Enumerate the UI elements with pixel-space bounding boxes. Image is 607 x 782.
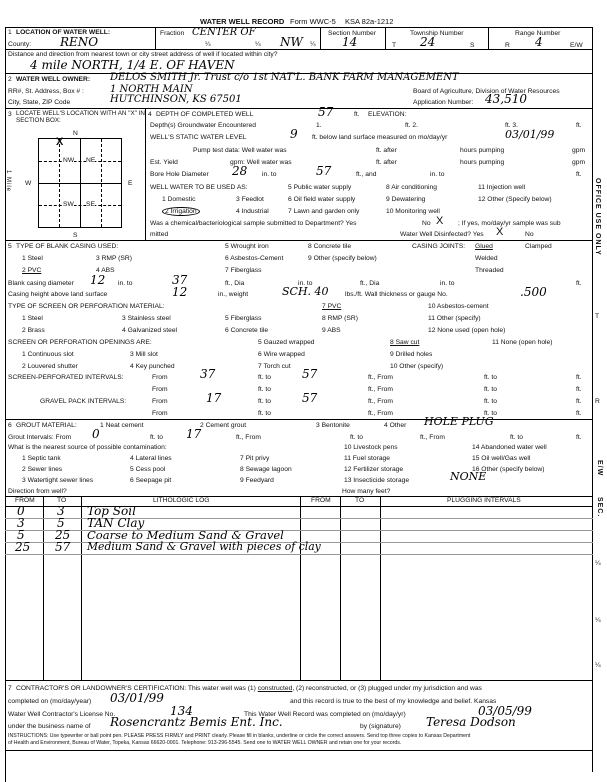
screen-10[interactable]: 10 Asbestos-cement xyxy=(428,303,489,310)
gp-ft-end: ft. xyxy=(576,398,582,405)
screen-2[interactable]: 2 Brass xyxy=(22,327,45,334)
grout-from-value[interactable]: 0 xyxy=(92,427,100,441)
section-box[interactable] xyxy=(38,138,122,228)
signature-label: by (signature) xyxy=(360,723,401,730)
mile-label: 1 Mile xyxy=(5,170,11,193)
log-row-3-desc: Coarse to Medium Sand & Gravel xyxy=(87,528,284,542)
diameter-value[interactable]: 12 xyxy=(90,273,106,287)
log-header-lithologic: LITHOLOGIC LOG xyxy=(153,497,210,504)
completed-label: completed on (mo/day/year) xyxy=(8,698,92,705)
log-row-2-from: 3 xyxy=(17,516,25,530)
est-gpm: gpm: Well water was xyxy=(230,159,292,166)
contam-4[interactable]: 4 Lateral lines xyxy=(130,455,172,462)
side-sec: SEC. xyxy=(596,497,603,518)
log-row-1-from: 0 xyxy=(17,504,25,518)
opening-2[interactable]: 2 Louvered shutter xyxy=(22,363,78,370)
sp-from-label-2: From xyxy=(152,386,168,393)
elevation-label: ELEVATION: xyxy=(368,111,407,118)
contam-8[interactable]: 8 Sewage lagoon xyxy=(240,466,292,473)
side-ew: E/W xyxy=(596,460,603,477)
contam-7[interactable]: 7 Pit privy xyxy=(240,455,270,462)
gp-ft-end-2: ft. xyxy=(576,410,582,417)
se-quadrant: SE xyxy=(86,201,95,208)
est-after: ft. after xyxy=(376,159,397,166)
disinfected-label: Water Well Disinfected? Yes xyxy=(400,231,484,238)
fraction-label: Fraction xyxy=(160,30,185,37)
cert-part-2: , (2) reconstructed, or (3) plugged under my jurisdiction and was xyxy=(292,685,482,692)
office-use-only-label: OFFICE USE ONLY xyxy=(594,178,601,256)
fraction-value[interactable]: CENTER OF xyxy=(192,27,256,38)
township-label: Township Number xyxy=(410,30,464,37)
log-row-2-to: 5 xyxy=(57,516,65,530)
sp-ft-from-2: ft., From xyxy=(368,386,393,393)
opening-9[interactable]: 9 Drilled holes xyxy=(390,351,433,358)
township-s: S xyxy=(470,42,475,49)
casing-2-underlined: 2 PVC xyxy=(22,267,42,274)
groundwater-label: Depth(s) Groundwater Encountered xyxy=(150,122,256,129)
sp-ft-end-2: ft. xyxy=(576,386,582,393)
casing-3[interactable]: 3 RMP (SR) xyxy=(96,255,132,262)
true-text: and this record is true to the best of my knowledge and belief. Kansas xyxy=(290,698,497,705)
opening-7[interactable]: 7 Torch cut xyxy=(258,363,291,370)
gw-2: ft. 2. xyxy=(405,122,419,129)
business-value[interactable]: Rosencrantz Bemis Ent. Inc. xyxy=(110,715,283,729)
contam-11[interactable]: 11 Fuel storage xyxy=(344,455,390,462)
grout-1[interactable]: 1 Neat cement xyxy=(100,422,144,429)
opening-4[interactable]: 4 Key punched xyxy=(130,363,175,370)
use-2[interactable] xyxy=(162,208,200,215)
casing-2[interactable] xyxy=(22,267,41,274)
log-row-4-from: 25 xyxy=(15,540,31,554)
board-text: Board of Agriculture, Division of Water Resources xyxy=(413,88,560,95)
grout-2[interactable]: 2 Cement grout xyxy=(200,422,247,429)
section-5-number: 5 xyxy=(8,243,12,250)
section-7-number: 7 xyxy=(8,685,12,692)
joints-threaded[interactable]: Threaded xyxy=(475,267,504,274)
nw-value[interactable]: NW xyxy=(280,35,303,49)
location-label: LOCATION OF WATER WELL: xyxy=(16,29,111,36)
log-row-4-desc: Medium Sand & Gravel with pieces of clay xyxy=(87,540,321,553)
screen-4[interactable]: 4 Galvanized steel xyxy=(122,327,178,334)
diameter-in-2: in. to xyxy=(298,280,313,287)
weight-value[interactable]: SCH. 40 xyxy=(282,285,329,298)
gp-ft-to-2: ft. to xyxy=(484,398,498,405)
contam-16[interactable]: 16 Other (specify below) xyxy=(472,466,545,473)
est-hours: hours pumping xyxy=(460,159,505,166)
est-gpm-2: gpm xyxy=(572,159,586,166)
use-10[interactable]: 10 Monitoring well xyxy=(386,208,440,215)
range-ew: E/W xyxy=(570,42,583,49)
joints-label: CASING JOINTS: xyxy=(412,243,466,250)
section-number-label: Section Number xyxy=(328,30,376,37)
side-r: R xyxy=(595,398,600,405)
casing-4[interactable]: 4 ABS xyxy=(96,267,115,274)
opening-10[interactable]: 10 Other (specify) xyxy=(390,363,444,370)
casing-1[interactable]: 1 Steel xyxy=(22,255,43,262)
pump-gpm: gpm xyxy=(572,147,586,154)
casing-9[interactable]: 9 Other (specify below) xyxy=(308,255,377,262)
contam-6[interactable]: 6 Seepage pit xyxy=(130,477,172,484)
city-label: City, State, ZIP Code xyxy=(8,99,71,106)
south-label: S xyxy=(73,232,78,239)
side-quarter-2: ¼ xyxy=(595,617,601,624)
chem-no[interactable]: No xyxy=(422,220,431,227)
bore-label: Bore Hole Diameter xyxy=(150,171,209,178)
gw-4: ft. xyxy=(576,122,582,129)
mitted-text: mitted xyxy=(150,231,169,238)
gp-ft-to: ft. to xyxy=(258,398,272,405)
depth-label: DEPTH OF COMPLETED WELL xyxy=(156,111,254,118)
screen-7-underlined: 7 PVC xyxy=(322,303,342,310)
owner-label: WATER WELL OWNER: xyxy=(16,76,91,83)
casing-7[interactable]: 7 Fiberglass xyxy=(225,267,262,274)
sp-ft-from: ft., From xyxy=(368,374,393,381)
sw-quadrant: SW xyxy=(63,201,74,208)
bore-to[interactable]: 57 xyxy=(316,164,332,178)
direction-from-well-label: Direction from well? xyxy=(8,488,67,495)
gp-from-value[interactable]: 17 xyxy=(206,391,222,405)
gp-ft-to-4: ft. to xyxy=(484,410,498,417)
section-2-number: 2 xyxy=(8,76,12,83)
gp-ft-from: ft., From xyxy=(368,398,393,405)
cert-constructed[interactable]: constructed xyxy=(257,685,293,692)
license-label: Water Well Contractor's License No. xyxy=(8,711,116,718)
grout-ft-end: ft. xyxy=(576,434,582,441)
casing-6[interactable]: 6 Asbestos-Cement xyxy=(225,255,284,262)
contam-15[interactable]: 15 Oil well/Gas well xyxy=(472,455,531,462)
use-5[interactable]: 5 Public water supply xyxy=(288,184,352,191)
grout-ft-to-2: ft. to xyxy=(350,434,364,441)
application-label: Application Number: xyxy=(413,99,474,106)
completed-value[interactable]: 03/01/99 xyxy=(110,691,164,705)
gp-from-label-2: From xyxy=(152,410,168,417)
contam-9[interactable]: 9 Feedyard xyxy=(240,477,274,484)
use-6[interactable]: 6 Oil field water supply xyxy=(288,196,356,203)
ne-quadrant: NE xyxy=(86,157,96,164)
diameter-in-3: in. to xyxy=(440,280,455,287)
screen-11[interactable]: 11 Other (specify) xyxy=(428,315,481,322)
ksa-reference: KSA 82a-1212 xyxy=(345,17,394,26)
record-completed-label: This Water Well Record was completed on (mo/day/yr) xyxy=(244,711,406,718)
disinfected-no[interactable]: No xyxy=(525,231,534,238)
side-t: T xyxy=(595,313,600,320)
sp-from-value[interactable]: 37 xyxy=(200,367,216,381)
chem-rest: ; If yes, mo/day/yr sample was sub xyxy=(458,220,561,227)
joints-glued[interactable]: Glued xyxy=(475,243,493,250)
log-header-to: TO xyxy=(57,497,67,504)
bore-in-2: in. to xyxy=(430,171,445,178)
township-value[interactable]: 24 xyxy=(420,35,436,49)
screen-7[interactable] xyxy=(322,303,341,310)
contam-2[interactable]: 2 Sewer lines xyxy=(22,466,63,473)
static-date[interactable]: 03/01/99 xyxy=(505,128,555,141)
grout-intervals-label: Grout Intervals: From xyxy=(8,434,72,441)
side-quarter-1: ¼ xyxy=(595,560,601,567)
grout-other-value[interactable]: HOLE PLUG xyxy=(424,415,494,428)
locate-label: LOCATE WELL'S LOCATION WITH AN "X" IN SECTION BOX: xyxy=(16,110,145,124)
chem-label: Was a chemical/bacteriological sample submitted to Department? Yes xyxy=(150,220,357,227)
log-row-3-to: 25 xyxy=(55,528,71,542)
direction-value[interactable]: 4 mile NORTH, 1/4 E. OF HAVEN xyxy=(30,58,235,72)
screen-3[interactable]: 3 Stainless steel xyxy=(122,315,171,322)
instructions-line-2: of Health and Environment, Bureau of Water, Topeka, Kansas 66620-0001. Telephone: 913-296-5545. Send one to WATER WELL OWNER and retain one for your records. xyxy=(8,740,402,746)
township-t: T xyxy=(392,42,397,49)
est-yield-label: Est. Yield xyxy=(150,159,178,166)
sp-ft-to-3: ft. to xyxy=(258,386,272,393)
sp-from-label: From xyxy=(152,374,168,381)
screen-8[interactable]: 8 RMP (SR) xyxy=(322,315,358,322)
opening-1[interactable]: 1 Continuous slot xyxy=(22,351,74,358)
instructions-line-1: INSTRUCTIONS: Use typewriter or ball point pen. PLEASE PRESS FIRMLY and PRINT clearly. Please fill in blanks, underline or circle the correct answers. Send top three copies to Kansas Department xyxy=(8,733,471,739)
bore-ft: ft., and xyxy=(356,171,377,178)
signature-value[interactable]: Teresa Dodson xyxy=(426,715,516,729)
gp-ft-from-2: ft., From xyxy=(368,410,393,417)
log-row-3-from: 5 xyxy=(17,528,25,542)
contam-1[interactable]: 1 Septic tank xyxy=(22,455,61,462)
gp-ft-to-3: ft. to xyxy=(258,410,272,417)
direction-label: Distance and direction from nearest town or city street address of well if located within city? xyxy=(8,51,278,58)
contam-14[interactable]: 14 Abandoned water well xyxy=(472,444,547,451)
section-4-number: 4 xyxy=(148,111,152,118)
opening-11[interactable]: 11 None (open hole) xyxy=(492,339,553,346)
screen-9[interactable]: 9 ABS xyxy=(322,327,341,334)
contam-5[interactable]: 5 Cess pool xyxy=(130,466,166,473)
bore-ft-2: ft. xyxy=(576,171,582,178)
address-value[interactable]: 1 NORTH MAIN xyxy=(110,84,193,95)
diameter-to[interactable]: 37 xyxy=(172,273,188,287)
chem-x[interactable]: X xyxy=(436,215,444,227)
quarter-3: ¼ xyxy=(310,41,316,48)
depth-unit: ft. xyxy=(354,111,360,118)
use-7[interactable]: 7 Lawn and garden only xyxy=(288,208,360,215)
sp-ft-to-2: ft. to xyxy=(484,374,498,381)
owner-value[interactable]: DELOS SMITH Jr. Trust c/o 1st NAT'L. BANK FARM MANAGEMENT xyxy=(110,72,459,83)
opening-8[interactable] xyxy=(390,339,419,346)
certification-text xyxy=(16,685,482,692)
opening-6[interactable]: 6 Wire wrapped xyxy=(258,351,305,358)
license-value[interactable]: 134 xyxy=(170,704,193,718)
screen-5[interactable]: 5 Fiberglass xyxy=(225,315,262,322)
west-label: W xyxy=(25,180,32,187)
how-many-feet-label: How many feet? xyxy=(342,488,391,495)
address-label: RR#, St. Address, Box # : xyxy=(8,88,84,95)
gravel-pack-label: GRAVEL PACK INTERVALS: xyxy=(40,398,127,405)
opening-3[interactable]: 3 Mill slot xyxy=(130,351,158,358)
record-completed-value[interactable]: 03/05/99 xyxy=(478,704,532,718)
casing-8[interactable]: 8 Concrete tile xyxy=(308,243,352,250)
depth-value[interactable]: 57 xyxy=(318,105,334,119)
use-1[interactable]: 1 Domestic xyxy=(162,196,196,203)
contam-3[interactable]: 3 Watertight sewer lines xyxy=(22,477,94,484)
east-label: E xyxy=(128,180,133,187)
contam-12[interactable]: 12 Fertilizer storage xyxy=(344,466,404,473)
range-label: Range Number xyxy=(515,30,561,37)
use-label: WELL WATER TO BE USED AS: xyxy=(150,184,248,191)
grout-to-value[interactable]: 17 xyxy=(186,427,202,441)
diameter-ft-2: ft., Dia xyxy=(360,280,380,287)
grout-ft-from: ft., From xyxy=(236,434,261,441)
casing-label: TYPE OF BLANK CASING USED: xyxy=(16,243,119,250)
bore-in: in. to xyxy=(262,171,277,178)
lbs-label: lbs./ft. Wall thickness or gauge No. xyxy=(345,291,448,298)
county-label: County: xyxy=(8,41,32,48)
screen-12[interactable]: 12 None used (open hole) xyxy=(428,327,506,334)
opening-8-underlined: 8 Saw cut xyxy=(390,339,420,346)
north-label: N xyxy=(73,130,78,137)
range-value[interactable]: 4 xyxy=(535,35,543,49)
log-header-to-2: TO xyxy=(355,497,365,504)
height-value[interactable]: 12 xyxy=(172,285,188,299)
sp-ft-to: ft. to xyxy=(258,374,272,381)
disinfected-x[interactable]: X xyxy=(496,226,504,238)
gw-1: 1. xyxy=(316,122,322,129)
use-11[interactable]: 11 Injection well xyxy=(478,184,526,191)
quarter-1: ¼ xyxy=(205,41,211,48)
contamination-label: What is the nearest source of possible contamination: xyxy=(8,444,167,451)
use-9[interactable]: 9 Dewatering xyxy=(386,196,426,203)
weight-label: in., weight xyxy=(218,291,249,298)
log-header-from-2: FROM xyxy=(311,497,331,504)
grout-label: GROUT MATERIAL: xyxy=(16,422,77,429)
nw-quadrant: NW xyxy=(63,157,75,164)
gp-from-label: From xyxy=(152,398,168,405)
screen-label: TYPE OF SCREEN OR PERFORATION MATERIAL: xyxy=(8,303,165,310)
casing-5[interactable]: 5 Wrought iron xyxy=(225,243,269,250)
screen-1[interactable]: 1 Steel xyxy=(22,315,43,322)
section-number-value[interactable]: 14 xyxy=(342,35,358,49)
section-6-number: 6 xyxy=(8,422,12,429)
height-label: Casing height above land surface xyxy=(8,291,108,298)
gauge-value[interactable]: .500 xyxy=(520,285,547,299)
application-value[interactable]: 43,510 xyxy=(485,92,527,106)
county-value[interactable]: RENO xyxy=(60,35,99,49)
log-header-from: FROM xyxy=(15,497,35,504)
openings-label: SCREEN OR PERFORATION OPENINGS ARE: xyxy=(8,339,152,346)
cert-part-1: CONTRACTOR'S OR LANDOWNER'S CERTIFICATION: This water well was (1) xyxy=(16,685,256,692)
well-location-mark[interactable]: X xyxy=(56,136,64,148)
screen-6[interactable]: 6 Concrete tile xyxy=(225,327,269,334)
gp-to-value[interactable]: 57 xyxy=(302,391,318,405)
grout-ft-to-3: ft. to xyxy=(510,434,524,441)
contam-10[interactable]: 10 Livestock pens xyxy=(344,444,398,451)
diameter-in: in. to xyxy=(118,280,133,287)
joints-clamped[interactable]: Clamped xyxy=(525,243,552,250)
diameter-ft-3: ft. xyxy=(576,280,582,287)
contam-13[interactable]: 13 Insecticide storage xyxy=(344,477,410,484)
grout-4[interactable]: 4 Other xyxy=(384,422,407,429)
use-12[interactable]: 12 Other (Specify below) xyxy=(478,196,552,203)
pump-hours: hours pumping xyxy=(460,147,505,154)
screen-perforated-label: SCREEN-PERFORATED INTERVALS: xyxy=(8,374,124,381)
log-header-plugging: PLUGGING INTERVALS xyxy=(447,497,521,504)
range-r: R xyxy=(505,42,510,49)
log-row-4-to: 57 xyxy=(55,540,71,554)
log-table xyxy=(5,496,593,680)
static-value[interactable]: 9 xyxy=(290,127,298,141)
use-2-circled: 2 Irrigation xyxy=(162,207,200,216)
section-3-number: 3 xyxy=(8,111,12,118)
pump-label: Pump test data: Well water was xyxy=(193,147,287,154)
grout-ft-from-2: ft., From xyxy=(420,434,445,441)
sp-ft-end: ft. xyxy=(576,374,582,381)
quarter-2: ¼ xyxy=(255,41,261,48)
log-row-1-to: 3 xyxy=(57,504,65,518)
use-3[interactable]: 3 Feedlot xyxy=(236,196,264,203)
log-row-1-desc: Top Soil xyxy=(87,504,136,518)
grout-ft-to: ft. to xyxy=(150,434,164,441)
city-value[interactable]: HUTCHINSON, KS 67501 xyxy=(110,94,242,105)
form-title: WATER WELL RECORD xyxy=(200,17,285,26)
business-label: under the business name of xyxy=(8,723,91,730)
section-1-number: 1 xyxy=(8,29,12,36)
use-4[interactable]: 4 Industrial xyxy=(236,208,269,215)
log-row-2-desc: TAN Clay xyxy=(87,516,145,530)
static-label: WELL'S STATIC WATER LEVEL xyxy=(150,134,247,141)
form-number: Form WWC-5 xyxy=(290,17,336,26)
opening-5[interactable]: 5 Gauzed wrapped xyxy=(258,339,315,346)
sp-to-value[interactable]: 57 xyxy=(302,367,318,381)
pump-after: ft. after xyxy=(376,147,397,154)
use-8[interactable]: 8 Air conditioning xyxy=(386,184,437,191)
static-rest: ft. below land surface measured on mo/day/yr xyxy=(312,134,448,141)
contamination-value[interactable]: NONE xyxy=(450,470,487,483)
gw-3: ft. 3. xyxy=(505,122,519,129)
bore-value[interactable]: 28 xyxy=(232,164,248,178)
side-quarter-3: ¼ xyxy=(595,662,601,669)
grout-3[interactable]: 3 Bentonite xyxy=(316,422,350,429)
diameter-label: Blank casing diameter xyxy=(8,280,74,287)
diameter-ft: ft., Dia xyxy=(225,280,245,287)
joints-welded[interactable]: Welded xyxy=(475,255,498,262)
sp-ft-to-4: ft. to xyxy=(484,386,498,393)
